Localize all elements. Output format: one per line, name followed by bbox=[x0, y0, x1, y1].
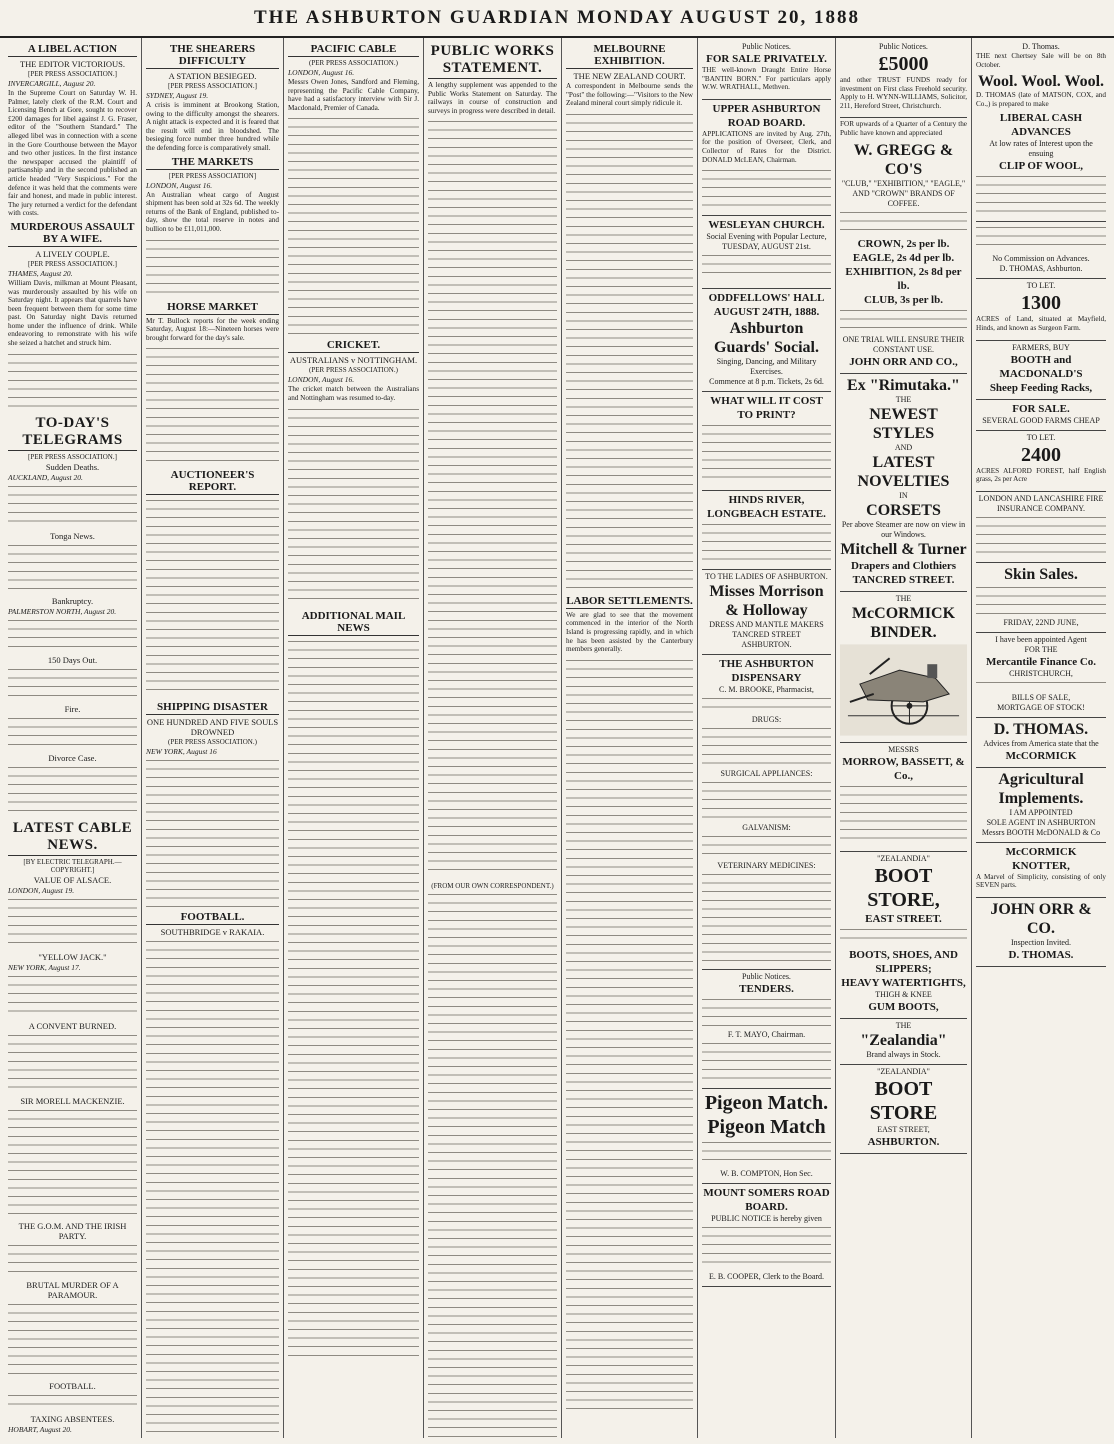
ad-headline: Ex "Rimutaka." bbox=[847, 376, 960, 394]
article-body: We are glad to see that the movement commenced in the interior of the North Island is progressing rapidly, and in which he has been assisted by the Canterbury members generally. bbox=[566, 610, 693, 654]
ad-headline: 2400 bbox=[1021, 443, 1061, 466]
ad-dispensary bbox=[702, 655, 831, 970]
dateline: SYDNEY, August 19. bbox=[146, 91, 209, 100]
ad-text-block bbox=[976, 224, 1106, 250]
ad-text-block bbox=[840, 209, 967, 233]
article-subheading: THE EDITOR VICTORIOUS. bbox=[19, 59, 126, 69]
column-6 bbox=[698, 38, 836, 1438]
article-subheading: "YELLOW JACK." bbox=[38, 951, 107, 962]
article-heading: AUCTIONEER'S REPORT. bbox=[146, 469, 279, 495]
ad-line: THE bbox=[895, 394, 912, 404]
dateline: THAMES, August 20. bbox=[8, 268, 73, 278]
article-text-block bbox=[288, 115, 419, 335]
ad-line: AND bbox=[894, 442, 913, 452]
section-heading: TO-DAY'S TELEGRAMS bbox=[8, 415, 137, 451]
article-subheading: VALUE OF ALSACE. bbox=[33, 874, 112, 885]
article-text-block bbox=[428, 118, 557, 878]
ad-tenders bbox=[702, 970, 831, 1089]
ad-body: APPLICATIONS are invited by Aug. 27th, for the position of Overseer, Clerk, and Collector of Rates for the District. DONALD McLEAN, Chairman. bbox=[702, 129, 831, 164]
article-subheading: FOOTBALL. bbox=[49, 1380, 96, 1391]
ad-line: Advices from America state that the bbox=[983, 738, 1099, 748]
ad-headline: Mercantile Finance Co. bbox=[985, 655, 1097, 668]
ad-text-block bbox=[976, 514, 1106, 554]
ad-price: CLUB, 3s per lb. bbox=[864, 293, 943, 306]
article-text-block bbox=[8, 764, 137, 816]
article-body: A lengthy supplement was appended to the Public Works Statement on Saturday. The railways in course of construction and surveys in progress were described in detail. bbox=[428, 81, 557, 115]
ad-line: At low rates of Interest upon the ensuing bbox=[989, 139, 1093, 159]
article-subheading: SOUTHBRIDGE v RAKAIA. bbox=[160, 927, 265, 938]
ad-estate bbox=[702, 491, 831, 570]
ad-headline: LATEST NOVELTIES bbox=[857, 453, 950, 490]
ad-mccormick-binder bbox=[840, 592, 967, 743]
ad-line: CLIP OF WOOL, bbox=[998, 160, 1084, 173]
article-text-block bbox=[288, 638, 419, 1358]
ad-headline: McCORMICK KNOTTER, bbox=[1005, 845, 1077, 872]
ad-line: Inspection Invited. bbox=[1011, 937, 1071, 947]
ad-commission bbox=[976, 222, 1106, 279]
ad-title: WHAT WILL IT COST TO PRINT? bbox=[710, 395, 823, 422]
ad-agricultural-implements bbox=[976, 768, 1106, 843]
article-text-block bbox=[8, 1242, 137, 1276]
ad-text-block bbox=[702, 1224, 831, 1268]
article-text-block bbox=[146, 237, 279, 297]
article-heading: MURDEROUS ASSAULT BY A WIFE. bbox=[8, 221, 137, 247]
ad-line: No Commission on Advances. bbox=[992, 254, 1090, 264]
ad-line: DRUGS: bbox=[751, 715, 782, 725]
article-heading: ADDITIONAL MAIL NEWS bbox=[288, 610, 419, 636]
masthead-title: THE ASHBURTON GUARDIAN MONDAY AUGUST 20, 1888 bbox=[253, 7, 861, 28]
ad-headline: Misses Morrison & Holloway bbox=[709, 583, 824, 620]
article-text-block bbox=[428, 891, 557, 1438]
article-text-block bbox=[146, 757, 279, 907]
ad-road-board bbox=[702, 100, 831, 216]
column-4 bbox=[424, 38, 562, 1438]
ad-line: Brand always in Stock. bbox=[866, 1049, 941, 1059]
ad-text-block bbox=[702, 1040, 831, 1080]
ad-line: Sheep Feeding Racks, bbox=[989, 381, 1093, 394]
ad-text-block bbox=[702, 779, 831, 819]
article-subheading: 150 Days Out. bbox=[47, 654, 98, 665]
article-source: [BY ELECTRIC TELEGRAPH.—COPYRIGHT.] bbox=[23, 857, 122, 874]
ad-mccormick-advice bbox=[976, 718, 1106, 768]
ad-headline: Mitchell & Turner bbox=[840, 540, 967, 558]
ad-headline: 1300 bbox=[1021, 292, 1061, 315]
article-body: A crisis is imminent at Brookong Station, owing to the difficulty amongst the shearers. A night attack is expected and it is feared that the result will end in bloodshed. The besieging force number three hundred while the defending force is comparatively small. bbox=[146, 101, 279, 152]
ad-body: THE next Chertsey Sale will be on 8th October. bbox=[976, 52, 1106, 69]
ad-line: BOOTH and MACDONALD'S bbox=[999, 353, 1083, 380]
article-subheading: SIR MORELL MACKENZIE. bbox=[20, 1095, 125, 1106]
ad-text-block bbox=[976, 679, 1106, 689]
ad-body: ACRES ALFORD FOREST, half English grass, 2s per Acre bbox=[976, 466, 1106, 484]
ad-zealandia-boot-store bbox=[840, 852, 967, 1019]
ad-line: BOOTS, SHOES, AND SLIPPERS; bbox=[849, 948, 958, 975]
ad-line: ASHBURTON. bbox=[867, 1135, 940, 1148]
article-text-block bbox=[8, 666, 137, 700]
ad-headline: Pigeon Match. bbox=[704, 1092, 829, 1115]
ad-line: ASHBURTON. bbox=[741, 640, 792, 650]
ad-headline: Skin Sales. bbox=[1004, 565, 1078, 583]
article-source: (PER PRESS ASSOCIATION.) bbox=[168, 738, 257, 747]
ad-title: FOR SALE. bbox=[1012, 402, 1070, 415]
article-heading: THE SHEARERS DIFFICULTY bbox=[146, 43, 279, 69]
ad-line: GUM BOOTS, bbox=[868, 1000, 939, 1013]
ad-title: FOR SALE PRIVATELY. bbox=[706, 53, 827, 65]
ad-text-block bbox=[976, 173, 1106, 213]
ad-line: TANCRED STREET bbox=[732, 630, 801, 640]
article-text-block bbox=[8, 1301, 137, 1377]
ad-gregg-coffee bbox=[840, 118, 967, 373]
article-source: [PER PRESS ASSOCIATION] bbox=[168, 171, 257, 180]
ad-signature: F. T. MAYO, Chairman. bbox=[727, 1030, 806, 1040]
dateline: LONDON, August 16. bbox=[288, 68, 355, 77]
column-8 bbox=[972, 38, 1110, 1438]
ad-line: Drapers and Clothiers bbox=[850, 559, 957, 572]
article-text-block bbox=[566, 111, 693, 591]
ad-line: CHRISTCHURCH, bbox=[1009, 668, 1073, 678]
article-body: Mr T. Bullock reports for the week ending Saturday, August 18:—Nineteen horses were brought forward for the day's sale. bbox=[146, 316, 279, 342]
article-text-block bbox=[8, 1107, 137, 1217]
article-subheading: ONE HUNDRED AND FIVE SOULS DROWNED bbox=[146, 717, 279, 738]
article-heading: PUBLIC WORKS STATEMENT. bbox=[428, 43, 557, 79]
ad-line: PUBLIC NOTICE is hereby given bbox=[711, 1214, 822, 1224]
ad-headline: Pigeon Match bbox=[707, 1116, 826, 1139]
ad-pigeon-match bbox=[702, 1089, 831, 1184]
article-text-block bbox=[8, 973, 137, 1017]
ad-line: EAST STREET. bbox=[865, 912, 942, 925]
dateline: NEW YORK, August 17. bbox=[8, 962, 81, 972]
article-subheading: BRUTAL MURDER OF A PARAMOUR. bbox=[26, 1279, 119, 1300]
ad-headline: Wool. Wool. Wool. bbox=[977, 73, 1105, 91]
article-subheading: AUSTRALIANS v NOTTINGHAM. bbox=[289, 355, 418, 366]
ad-text-block bbox=[702, 695, 831, 711]
ad-line: TUESDAY, AUGUST 21st. bbox=[722, 242, 811, 252]
article-source: [PER PRESS ASSOCIATION.] bbox=[28, 259, 117, 268]
ad-text-block bbox=[702, 996, 831, 1026]
ad-headline: BINDER. bbox=[870, 623, 937, 641]
ad-body: FOR upwards of a Quarter of a Century the Public have known and appreciated bbox=[840, 120, 967, 137]
masthead bbox=[0, 0, 1114, 38]
ad-body: A Marvel of Simplicity, consisting of only SEVEN parts. bbox=[976, 872, 1106, 890]
article-text-block bbox=[146, 497, 279, 697]
ad-headline: £5000 bbox=[878, 53, 929, 75]
article-heading: MELBOURNE EXHIBITION. bbox=[566, 43, 693, 69]
ad-body: and other TRUST FUNDS ready for investment on First class Freehold security. Apply to H. WYNN-WILLIAMS, Solicitor, 211, Hereford Street, Christchurch. bbox=[840, 76, 967, 110]
binder-machine-illustration bbox=[840, 644, 967, 736]
article-heading: HORSE MARKET bbox=[146, 301, 279, 315]
ad-wool bbox=[976, 40, 1106, 222]
ad-date: AUGUST 24TH, 1888. bbox=[713, 306, 820, 319]
ad-text-block bbox=[702, 422, 831, 482]
ad-text-block bbox=[840, 926, 967, 944]
article-text-block bbox=[8, 715, 137, 749]
ad-signature: D. THOMAS, Ashburton. bbox=[999, 264, 1083, 274]
article-source: (PER PRESS ASSOCIATION.) bbox=[309, 366, 398, 375]
article-subheading: Fire. bbox=[64, 703, 81, 714]
article-subheading: Sudden Deaths. bbox=[45, 461, 100, 472]
ad-line: Singing, Dancing, and Military Exercises. bbox=[716, 357, 817, 377]
dateline: NEW YORK, August 16 bbox=[146, 747, 217, 757]
ad-for-sale bbox=[702, 40, 831, 100]
ad-line: SEVERAL GOOD FARMS CHEAP bbox=[982, 415, 1100, 425]
ad-text-block bbox=[702, 725, 831, 765]
ad-text-block bbox=[702, 871, 831, 961]
article-text-block bbox=[8, 483, 137, 527]
article-text-block bbox=[8, 896, 137, 948]
ad-price: CROWN, 2s per lb. bbox=[857, 237, 950, 250]
article-heading: CRICKET. bbox=[288, 339, 419, 353]
article-subheading: Bankruptcy. bbox=[51, 595, 94, 606]
article-source: [PER PRESS ASSOCIATION.] bbox=[168, 82, 257, 90]
ad-line: BILLS OF SALE, bbox=[1011, 692, 1071, 702]
ad-oddfellows bbox=[702, 289, 831, 392]
article-body: An Australian wheat cargo of August shipment has been sold at 32s 6d. The weekly returns of the Bank of England, published to-day, show the total reserve in notes and bullion to be £11,011,000. bbox=[146, 190, 279, 233]
article-subheading: THE G.O.M. AND THE IRISH PARTY. bbox=[18, 1220, 127, 1241]
ad-line: HEAVY WATERTIGHTS, bbox=[841, 976, 966, 989]
ad-line: FOR THE bbox=[1024, 644, 1058, 654]
ad-farms-for-sale bbox=[976, 400, 1106, 431]
ad-text-block bbox=[840, 307, 967, 331]
ad-dressmakers bbox=[702, 570, 831, 655]
ad-title: TENDERS. bbox=[739, 983, 794, 996]
ad-text-block bbox=[702, 833, 831, 857]
ad-sheep-racks bbox=[976, 341, 1106, 400]
section-label: Public Notices. bbox=[742, 42, 791, 51]
column-1 bbox=[4, 38, 142, 1438]
ad-headline: CORSETS bbox=[866, 501, 941, 519]
ad-line: TANCRED STREET. bbox=[852, 573, 955, 586]
ad-title: WESLEYAN CHURCH. bbox=[708, 219, 825, 232]
ad-signature: D. THOMAS. bbox=[1008, 948, 1074, 961]
ad-line: I have been appointed Agent bbox=[995, 634, 1087, 644]
ad-zealandia-brand bbox=[840, 1019, 967, 1065]
column-7 bbox=[836, 38, 972, 1438]
ad-line: EAST STREET, bbox=[877, 1124, 930, 1134]
ad-title: ODDFELLOWS' HALL bbox=[708, 292, 825, 305]
ad-line: VETERINARY MEDICINES: bbox=[717, 861, 816, 871]
article-heading: THE MARKETS bbox=[146, 156, 279, 170]
article-text-block bbox=[8, 1032, 137, 1092]
ad-morrow-bassett bbox=[840, 743, 967, 852]
ad-line: Per above Steamer are now on view in our Windows. bbox=[841, 519, 966, 539]
article-text-block bbox=[146, 938, 279, 1438]
ad-line: Commence at 8 p.m. Tickets, 2s 6d. bbox=[709, 377, 824, 387]
ad-body: D. THOMAS (late of MATSON, COX, and Co.,) is prepared to make bbox=[976, 91, 1106, 108]
ad-price: EXHIBITION, 2s 8d per lb. bbox=[845, 265, 962, 292]
ad-price: EAGLE, 2s 4d per lb. bbox=[852, 251, 955, 264]
ad-text-block bbox=[976, 584, 1106, 614]
ad-title: TO LET. bbox=[1026, 432, 1056, 442]
article-source: [PER PRESS ASSOCIATION.] bbox=[28, 70, 117, 78]
article-subheading: A STATION BESIEGED. bbox=[168, 71, 257, 81]
ad-line: IN bbox=[899, 490, 908, 500]
article-body: A correspondent in Melbourne sends the "Post" the following:—"Visitors to the New Zealand mineral court simply ridicule it. bbox=[566, 82, 693, 108]
article-heading: LABOR SETTLEMENTS. bbox=[566, 594, 693, 607]
article-body: The cricket match between the Australians and Nottingham was resumed to-day. bbox=[288, 385, 419, 402]
ad-corsets bbox=[840, 374, 967, 592]
article-subheading: Divorce Case. bbox=[48, 752, 97, 763]
ad-signature: E. B. COOPER, Clerk to the Board. bbox=[708, 1272, 825, 1282]
dateline: LONDON, August 19. bbox=[8, 885, 75, 895]
article-source: (PER PRESS ASSOCIATION.) bbox=[309, 59, 398, 67]
ad-line: LIBERAL CASH ADVANCES bbox=[999, 112, 1083, 139]
ad-mccormick-knotter bbox=[976, 843, 1106, 898]
ad-zealandia-store-2 bbox=[840, 1065, 967, 1154]
article-subheading: THE NEW ZEALAND COURT. bbox=[573, 71, 686, 81]
ad-mount-somers bbox=[702, 1184, 831, 1287]
article-text-block bbox=[146, 345, 279, 465]
article-heading: SHIPPING DISASTER bbox=[146, 701, 279, 715]
ad-john-orr bbox=[976, 898, 1106, 967]
ad-headline: BOOT STORE bbox=[869, 1077, 938, 1124]
article-heading: A LIBEL ACTION bbox=[8, 43, 137, 57]
ad-line: Social Evening with Popular Lecture, bbox=[706, 232, 827, 242]
ad-headline: Agricultural Implements. bbox=[998, 770, 1084, 807]
ad-title: UPPER ASHBURTON ROAD BOARD. bbox=[712, 102, 821, 129]
ad-line: THE bbox=[895, 593, 912, 603]
column-2 bbox=[142, 38, 284, 1438]
article-source: (FROM OUR OWN CORRESPONDENT.) bbox=[431, 882, 554, 891]
column-3 bbox=[284, 38, 424, 1438]
section-label: D. Thomas. bbox=[1022, 42, 1060, 51]
article-subheading: A LIVELY COUPLE. bbox=[35, 248, 110, 259]
ad-headline: D. THOMAS. bbox=[993, 720, 1089, 738]
ad-line: "ZEALANDIA" bbox=[877, 853, 930, 863]
ad-line: FARMERS, BUY bbox=[1012, 342, 1070, 352]
ad-trust-funds bbox=[840, 40, 967, 118]
ad-headline: McCORMICK bbox=[851, 604, 956, 622]
ad-line: MESSRS bbox=[888, 744, 919, 754]
ad-to-let-1300 bbox=[976, 279, 1106, 340]
article-text-block bbox=[8, 1392, 137, 1410]
ad-line: MORTGAGE OF STOCK! bbox=[997, 702, 1085, 712]
ad-text-block bbox=[702, 252, 831, 280]
ad-line: Messrs BOOTH McDONALD & Co bbox=[981, 827, 1101, 837]
article-subheading: A CONVENT BURNED. bbox=[28, 1020, 117, 1031]
columns bbox=[4, 38, 1110, 1438]
dateline: AUCKLAND, August 20. bbox=[8, 472, 83, 482]
dateline: LONDON, August 16. bbox=[146, 180, 213, 190]
ad-title: TO LET. bbox=[1026, 281, 1056, 291]
article-text-block bbox=[8, 617, 137, 651]
ad-line: THIGH & KNEE bbox=[875, 989, 932, 999]
ad-line: GALVANISM: bbox=[742, 823, 791, 833]
ad-line: ONE TRIAL WILL ENSURE THEIR CONSTANT USE. bbox=[842, 334, 965, 354]
ad-title: MOUNT SOMERS ROAD BOARD. bbox=[703, 1187, 830, 1214]
ad-headline: W. GREGG & CO'S bbox=[853, 141, 954, 178]
dateline: HOBART, August 20. bbox=[8, 1424, 72, 1434]
ad-line: SOLE AGENT IN ASHBURTON bbox=[986, 817, 1096, 827]
article-subheading: Tonga News. bbox=[50, 530, 95, 541]
article-text-block bbox=[8, 351, 137, 411]
ad-headline: JOHN ORR & CO. bbox=[990, 900, 1092, 937]
ad-line: TO THE LADIES OF ASHBURTON. bbox=[705, 572, 828, 582]
article-body: Messrs Owen Jones, Sandford and Fleming, representing the Pacific Cable Company, have had a satisfactory interview with Sir J. Macdonald, Premier of Canada. bbox=[288, 78, 419, 112]
ad-text-block bbox=[702, 521, 831, 561]
article-heading: PACIFIC CABLE bbox=[288, 43, 419, 57]
dateline: LONDON, August 16. bbox=[288, 375, 355, 385]
ad-line: "ZEALANDIA" bbox=[877, 1066, 930, 1076]
ad-line: FRIDAY, 22ND JUNE, bbox=[1003, 617, 1079, 627]
section-label: Public Notices. bbox=[742, 972, 791, 982]
ad-title: LONDON AND LANCASHIRE FIRE INSURANCE COMPANY. bbox=[978, 493, 1104, 513]
article-text-block bbox=[288, 406, 419, 606]
ad-signature: W. B. COMPTON, Hon Sec. bbox=[720, 1169, 813, 1179]
ad-headline: "Zealandia" bbox=[860, 1031, 947, 1049]
ad-text-block bbox=[702, 167, 831, 207]
article-text-block bbox=[8, 1435, 137, 1438]
ad-line: THE bbox=[895, 1020, 912, 1030]
article-body: William Davis, milkman at Mount Pleasant, was murderously assaulted by his wife on Saturday night. It appears that quarrels have been frequent between them for some time past. On Saturday night Davis returned home under the influence of drink. While endeavoring to remonstrate with his wife she seized a hatchet and struck him. bbox=[8, 278, 137, 348]
ad-line: SURGICAL APPLIANCES: bbox=[720, 769, 813, 779]
ad-title: HINDS RIVER, LONGBEACH ESTATE. bbox=[707, 494, 826, 521]
ad-to-let-2400 bbox=[976, 431, 1106, 492]
column-5 bbox=[562, 38, 698, 1438]
ad-line: MORROW, BASSETT, & Co., bbox=[842, 755, 965, 782]
article-body: In the Supreme Court on Saturday W. H. Palmer, lately clerk of the R.M. Court and Licensing Bench at Gore, sought to recover £200 damages for libel against J. G. Fraser, editor of the "Southern Standard." The alleged libel was in connection with a scene in the Gore Courthouse between the Mayor and two other justices. In the first instance the newspaper accused the plaintiff of partisanship and in the second published an article headed "Very Suspicious." For the defence it was held that the comments were fair and honest, and made in public interest. The jury returned a verdict for the defendant with costs. bbox=[8, 89, 137, 218]
ad-line: DRESS AND MANTLE MAKERS bbox=[709, 620, 824, 630]
dateline: INVERCARGILL, August 20. bbox=[8, 79, 96, 88]
ad-text-block bbox=[840, 783, 967, 843]
ad-line: C. M. BROOKE, Pharmacist, bbox=[719, 685, 814, 695]
ad-headline: Ashburton Guards' Social. bbox=[714, 320, 819, 357]
dateline: PALMERSTON NORTH, August 20. bbox=[8, 606, 117, 616]
ad-text-block bbox=[702, 1139, 831, 1165]
ad-body: THE well-known Draught Entire Horse "BANTIN BORN." For particulars apply W.W. WRATHALL, Methven. bbox=[702, 66, 831, 92]
article-source: [PER PRESS ASSOCIATION.] bbox=[28, 452, 117, 461]
ad-insurance bbox=[976, 492, 1106, 563]
article-subheading: TAXING ABSENTEES. bbox=[30, 1413, 115, 1424]
ad-mercantile-finance bbox=[976, 633, 1106, 718]
article-text-block bbox=[566, 657, 693, 1417]
ad-headline: BOOT STORE, bbox=[867, 864, 940, 911]
section-heading: LATEST CABLE NEWS. bbox=[8, 820, 137, 856]
ad-line: JOHN ORR AND CO., bbox=[849, 355, 958, 368]
ad-body: ACRES of Land, situated at Mayfield, Hinds, and known as Surgeon Farm. bbox=[976, 315, 1106, 332]
ad-title: THE ASHBURTON DISPENSARY bbox=[719, 658, 814, 685]
ad-printing bbox=[702, 392, 831, 491]
ad-headline: NEWEST STYLES bbox=[869, 405, 938, 442]
ad-line: "CLUB," "EXHIBITION," "EAGLE," AND "CROWN" BRANDS OF COFFEE. bbox=[841, 178, 966, 208]
article-heading: FOOTBALL. bbox=[146, 911, 279, 925]
ad-line: McCORMICK bbox=[1005, 749, 1077, 762]
article-text-block bbox=[8, 542, 137, 592]
ad-line: I AM APPOINTED bbox=[1009, 807, 1073, 817]
ad-skin-sales bbox=[976, 563, 1106, 633]
section-label: Public Notices. bbox=[879, 42, 928, 51]
ad-wesleyan bbox=[702, 216, 831, 289]
